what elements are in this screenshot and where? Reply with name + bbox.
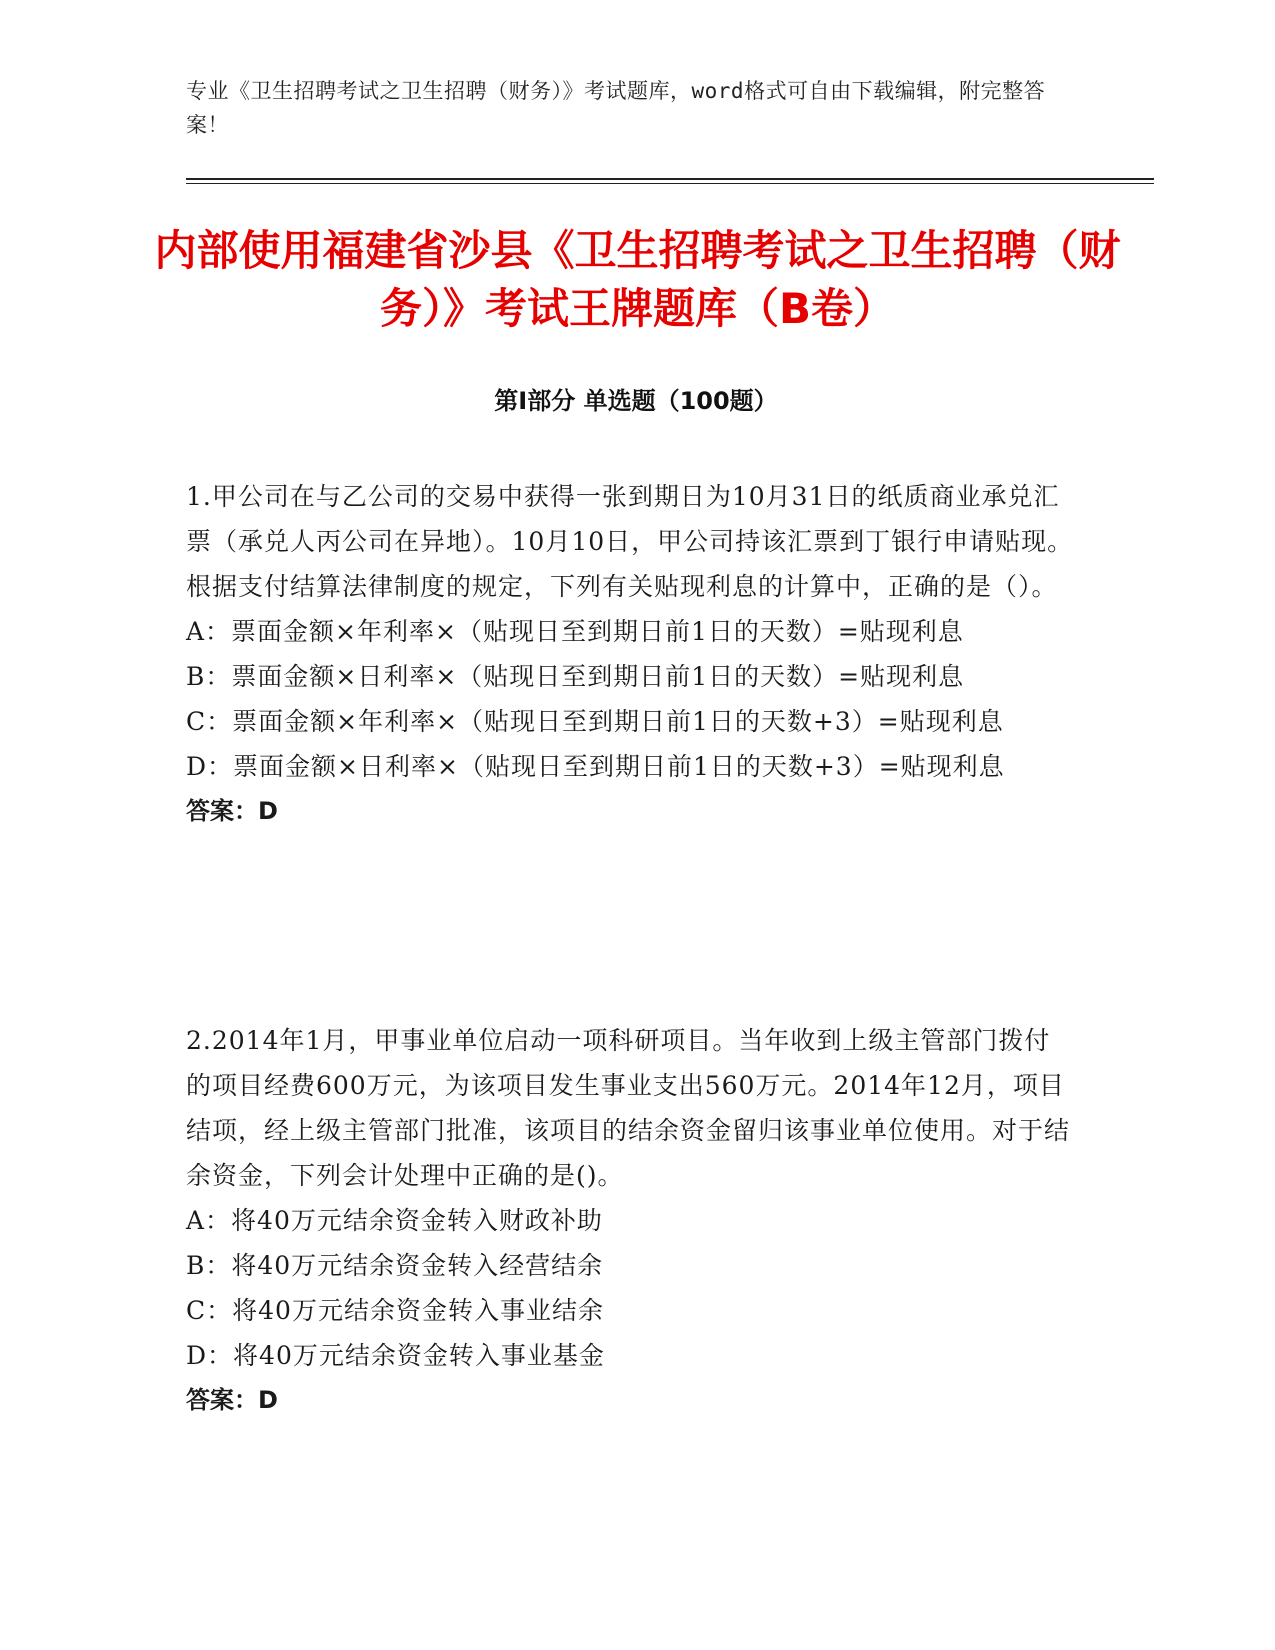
question-stem: 2.2014年1月，甲事业单位启动一项科研项目。当年收到上级主管部门拨付的项目经费600万元，为该项目发生事业支出560万元。2014年12月，项目结项，经上级主管部门批准，该项目的结余资金留归该事业单位使用。对于结余资金，下列会计处理中正确的是()。	[186, 1026, 1071, 1190]
option-c: C：票面金额×年利率×（贴现日至到期日前1日的天数+3）=贴现利息	[186, 707, 1004, 736]
question-stem: 1.甲公司在与乙公司的交易中获得一张到期日为10月31日的纸质商业承兑汇票（承兑人丙公司在异地）。10月10日，甲公司持该汇票到丁银行申请贴现。根据支付结算法律制度的规定，下列有关贴现利息的计算中，正确的是（）。	[186, 482, 1074, 601]
answer-label: 答案：D	[186, 1386, 278, 1414]
section-title: 第I部分 单选题（100题）	[494, 387, 778, 415]
option-d: D：票面金额×日利率×（贴现日至到期日前1日的天数+3）=贴现利息	[186, 752, 1005, 781]
option-b: B：票面金额×日利率×（贴现日至到期日前1日的天数）=贴现利息	[186, 662, 965, 691]
document-title: 内部使用福建省沙县《卫生招聘考试之卫生招聘（财务）》考试王牌题库（B卷）	[154, 226, 1121, 333]
option-a: A：将40万元结余资金转入财政补助	[186, 1206, 603, 1235]
question-1	[186, 474, 1076, 834]
header-note: 专业《卫生招聘考试之卫生招聘（财务）》考试题库，word格式可自由下载编辑，附完整答案！	[186, 79, 1046, 137]
question-2	[186, 1018, 1076, 1423]
option-c: C：将40万元结余资金转入事业结余	[186, 1296, 604, 1325]
header-divider-thick	[186, 178, 1154, 180]
option-d: D：将40万元结余资金转入事业基金	[186, 1341, 605, 1370]
header-divider-thin	[186, 183, 1154, 184]
option-a: A：票面金额×年利率×（贴现日至到期日前1日的天数）=贴现利息	[186, 617, 964, 646]
option-b: B：将40万元结余资金转入经营结余	[186, 1251, 604, 1280]
answer-label: 答案：D	[186, 797, 278, 825]
